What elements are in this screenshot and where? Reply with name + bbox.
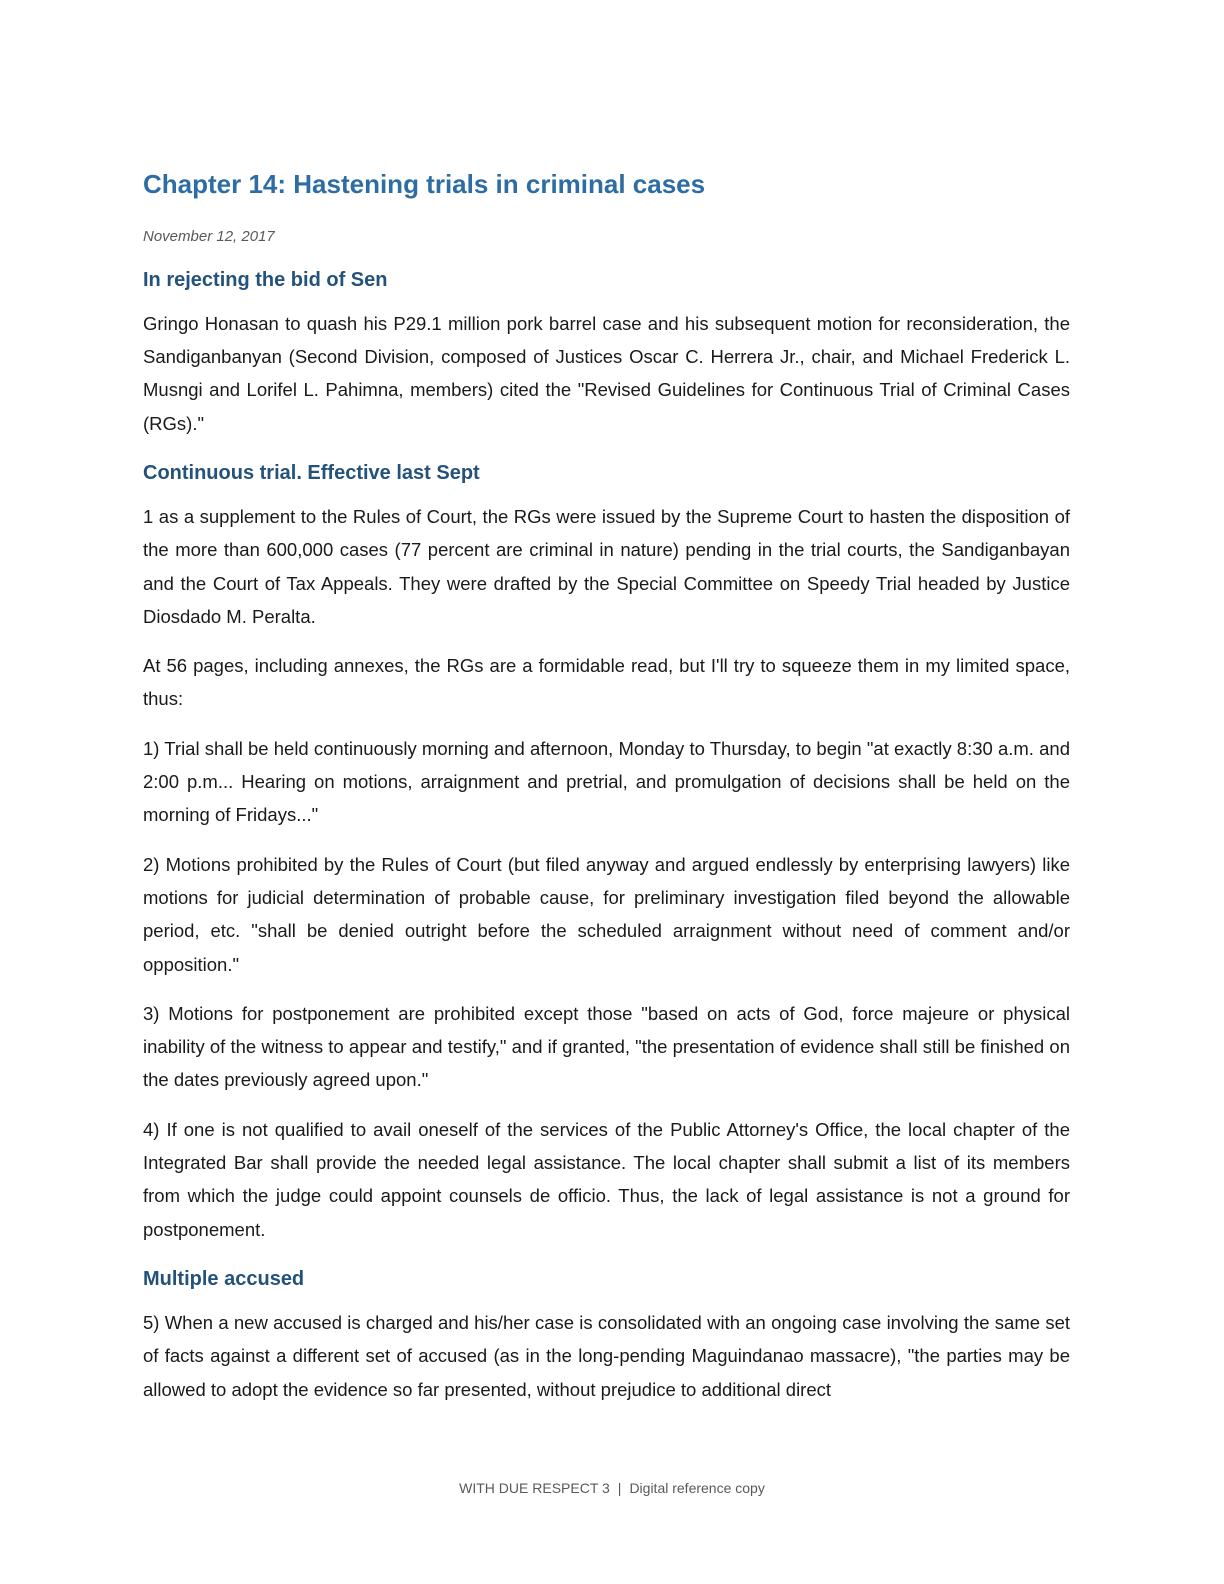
paragraph: 5) When a new accused is charged and his/her case is consolidated with an ongoing case involving the same set of facts against a different set of accused (as in the long-pending Maguindanao massacre), "the parties may be allowed to adopt the evidence so far presented, without prejudice to additional direct	[143, 1311, 1070, 1400]
paragraph: Gringo Honasan to quash his P29.1 million pork barrel case and his subsequent motion for reconsideration, the Sandiganbanyan (Second Division, composed of Justices Oscar C. Herrera Jr., chair, and Michael Frederick L. Musngi and Lorifel L. Pahimna, members) cited the "Revised Guidelines for Continuous Trial of Criminal Cases (RGs)."	[143, 312, 1070, 434]
paragraph: 1 as a supplement to the Rules of Court, the RGs were issued by the Supreme Court to hasten the disposition of the more than 600,000 cases (77 percent are criminal in nature) pending in the trial courts, the Sandiganbayan and the Court of Tax Appeals. They were drafted by the Special Committee on Speedy Trial headed by Justice Diosdado M. Peralta.	[143, 505, 1070, 627]
chapter-title: Chapter 14: Hastening trials in criminal cases	[143, 169, 706, 199]
footer-separator: |	[617, 1480, 622, 1496]
publication-date: November 12, 2017	[143, 227, 275, 245]
paragraph: At 56 pages, including annexes, the RGs are a formidable read, but I'll try to squeeze them in my limited space, thus:	[143, 655, 1070, 710]
section-heading-continuous-trial: Continuous trial. Effective last Sept	[143, 461, 480, 484]
paragraph: 3) Motions for postponement are prohibited except those "based on acts of God, force majeure or physical inability of the witness to appear and testify," and if granted, "the presentation of evidence shall still be finished on the dates previously agreed upon."	[143, 1002, 1070, 1091]
footer-title: WITH DUE RESPECT 3	[459, 1480, 610, 1496]
section-heading-multiple-accused: Multiple accused	[143, 1267, 305, 1290]
paragraph: 2) Motions prohibited by the Rules of Court (but filed anyway and argued endlessly by enterprising lawyers) like motions for judicial determination of probable cause, for preliminary investigation filed beyond the allowable period, etc. "shall be denied outright before the scheduled arraignment without need of comment and/or opposition."	[143, 853, 1070, 975]
paragraph: 1) Trial shall be held continuously morning and afternoon, Monday to Thursday, to begin "at exactly 8:30 a.m. and 2:00 p.m... Hearing on motions, arraignment and pretrial, and promulgation of decisions shall be held on the morning of Fridays..."	[143, 737, 1070, 826]
paragraph: 4) If one is not qualified to avail oneself of the services of the Public Attorney's Office, the local chapter of the Integrated Bar shall provide the needed legal assistance. The local chapter shall submit a list of its members from which the judge could appoint counsels de officio. Thus, the lack of legal assistance is not a ground for postponement.	[143, 1118, 1070, 1240]
page-footer	[0, 1480, 1224, 1496]
footer-note: Digital reference copy	[629, 1480, 765, 1496]
document-page	[143, 168, 1070, 1422]
section-heading-rejecting-bid: In rejecting the bid of Sen	[143, 268, 388, 291]
